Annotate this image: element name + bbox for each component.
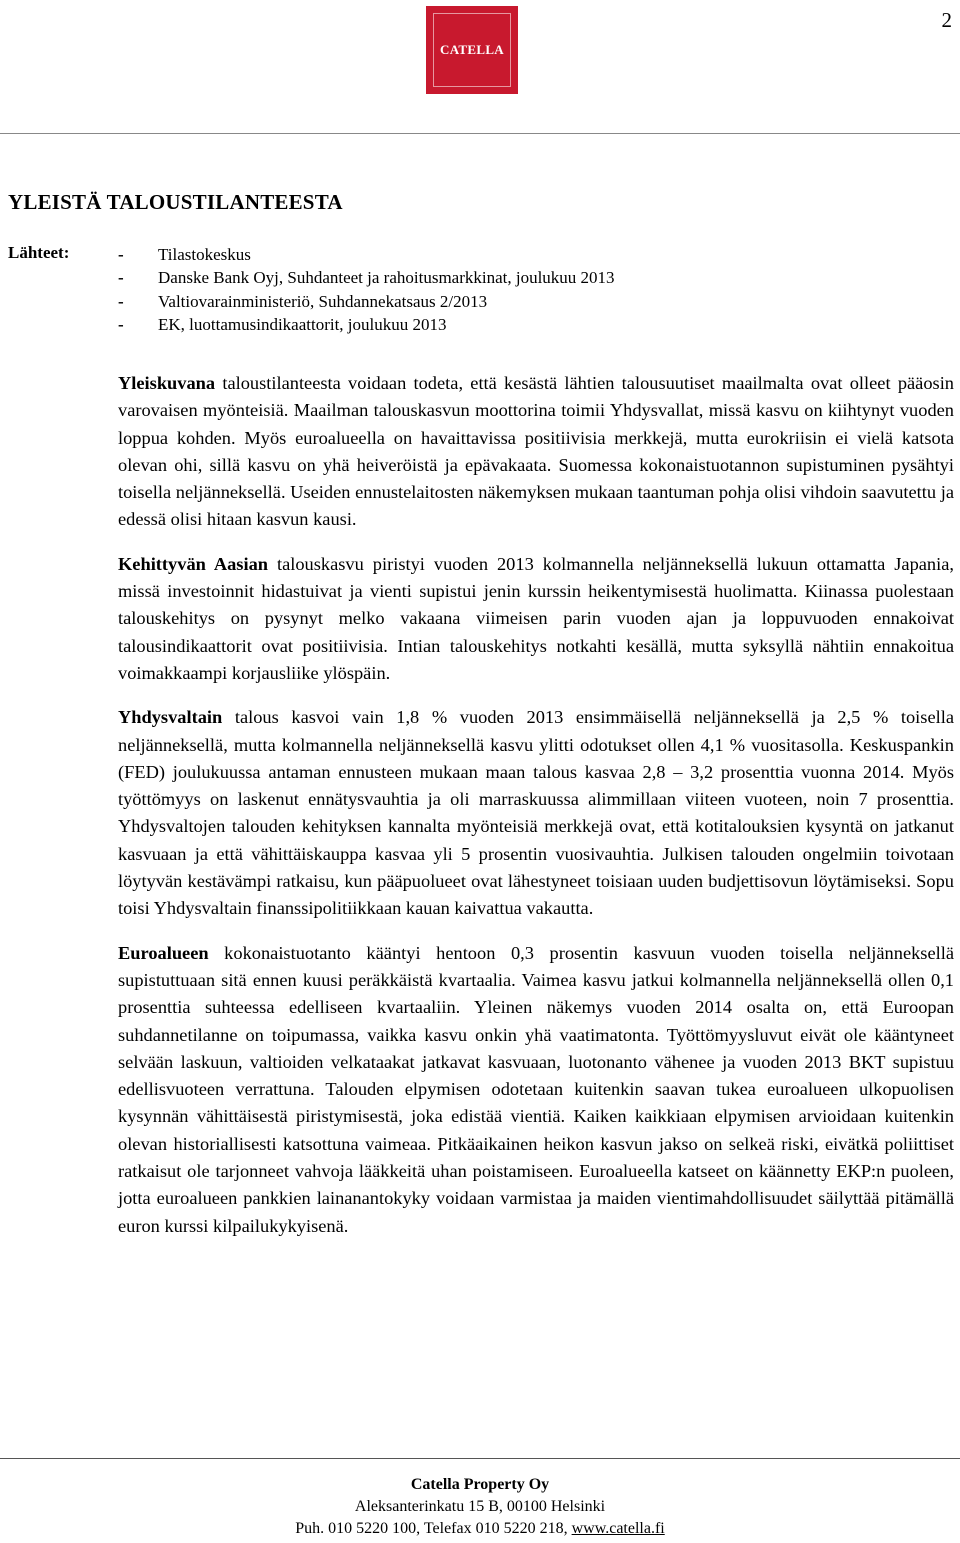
source-text: Danske Bank Oyj, Suhdanteet ja rahoitusmarkkinat, joulukuu 2013 [158, 268, 615, 288]
page-title: YLEISTÄ TALOUSTILANTEESTA [8, 190, 343, 214]
footer-address: Aleksanterinkatu 15 B, 00100 Helsinki [354, 1498, 606, 1515]
footer-phone: Puh. 010 5220 100, Telefax 010 5220 218, [295, 1520, 572, 1537]
paragraph-lead: Kehittyvän Aasian [118, 553, 268, 574]
catella-logo [426, 6, 518, 94]
body-content [118, 370, 954, 1257]
paragraph-overview [118, 370, 954, 534]
footer [0, 1474, 960, 1540]
paragraph-lead: Yhdysvaltain [118, 707, 223, 728]
paragraph-eurozone [118, 940, 954, 1240]
source-item [118, 290, 615, 313]
source-item [118, 313, 615, 336]
source-text: EK, luottamusindikaattorit, joulukuu 2013 [158, 314, 447, 334]
source-item [118, 243, 615, 266]
paragraph-lead: Yleiskuvana [118, 373, 216, 393]
footer-divider [0, 1458, 960, 1459]
logo-frame [433, 13, 511, 87]
sources-label: Lähteet: [8, 243, 70, 262]
footer-contact [0, 1518, 960, 1540]
website-link[interactable]: www.catella.fi [571, 1520, 665, 1537]
logo-text: CATELLA [440, 42, 504, 57]
list-bullet: - [118, 314, 124, 334]
paragraph-asia [118, 551, 954, 687]
paragraph-text: taloustilanteesta voidaan todeta, että kesästä lähtien talousuutiset maailmalta ovat olleet pääosin varovaisen myönteisiä. Maailman talouskasvun moottorina toimii Yhdysvallat, missä kasvu on kiihtynyt vuoden loppua kohden. Myös euroalueella on havaittavissa positiivisia merkkejä, mutta eurokriisin ei vielä katsota olevan ohi, sillä kasvu on yhä heiveröistä ja epävakaata. Suomessa kokonaistuotannon supistuminen pysähtyi toisella neljänneksellä. Useiden ennustelaitosten näkemyksen mukaan taantuman pohja olisi vihdoin saavutettu ja edessä olisi hitaan kasvun kausi. [118, 373, 954, 530]
source-text: Valtiovarainministeriö, Suhdannekatsaus 2/2013 [158, 291, 488, 311]
source-text: Tilastokeskus [158, 245, 251, 264]
footer-company: Catella Property Oy [410, 1476, 550, 1493]
paragraph-text: kokonaistuotanto kääntyi hentoon 0,3 prosentin kasvuun vuoden toisella neljänneksellä supistuttuaan sitä ennen kuusi peräkkäistä kvartaalia. Vaimea kasvu jatkui kolmannella neljänneksellä ollen 0,1 prosenttia suhteessa edelliseen kvartaaliin. Yleinen näkemys vuoden 2014 osalta on, että Euroopan suhdannetilanne on toipumassa, vaikka kasvu onkin yhä vaatimatonta. Työttömyysluvut eivät ole kääntyneet selvään laskuun, valtioiden velkataakat jatkavat kasvuaan, luotonanto vähenee ja vuoden 2013 BKT supistuu edellisvuoteen verrattuna. Talouden elpymisen odotetaan kuitenkin saavan tukea euroalueen ulkopuolisen kysynnän vähittäisestä piristymisestä, joka edistää vientiä. Kaiken kaikkiaan elpymisen arvioidaan kuitenkin olevan historiallisesti katsottuna vaimeaa. Pitkäaikainen heikon kasvun jakso on selkeä riski, eivätkä poliittiset ratkaisut ole tarjonneet vahvoja lääkkeitä uhan poistamiseen. Euroalueella katseet on käännetty EKP:n puoleen, jotta euroalueen pankkien lainanantokyky voidaan varmistaa ja maiden vientimahdollisuudet säilyttää pitämällä euron kurssi kilpailukykyisenä. [118, 942, 954, 1236]
header-divider [0, 133, 960, 134]
page-number: 2 [941, 8, 952, 32]
list-bullet: - [118, 245, 124, 264]
list-bullet: - [118, 268, 124, 288]
source-item [118, 266, 615, 289]
paragraph-text: talouskasvu piristyi vuoden 2013 kolmannella neljänneksellä lukuun ottamatta Japania, missä investoinnit hidastuivat ja vienti supistui jenin kurssin heikentymisestä huolimatta. Kiinassa puolestaan talouskehitys on pysynyt melko vakaana viimeisen parin vuoden ajan ja loppuvuoden ennakoivat talousindikaattorit ovat positiivisia. Intian talouskehitys notkahti kesällä, mutta syksyllä nähtiin ennakoitua voimakkaampi korjausliike ylöspäin. [118, 553, 954, 683]
sources-list [118, 243, 615, 336]
paragraph-usa [118, 704, 954, 922]
list-bullet: - [118, 291, 124, 311]
paragraph-lead: Euroalueen [118, 942, 209, 963]
paragraph-text: talous kasvoi vain 1,8 % vuoden 2013 ensimmäisellä neljänneksellä ja 2,5 % toisella neljänneksellä, mutta kolmannella neljänneksellä kasvu ylitti odotukset ollen 4,1 % vuositasolla. Keskuspankin (FED) joulukuussa antaman ennusteen mukaan maan talous kasvaa 2,8 – 3,2 prosenttia vuonna 2014. Myös työttömyys on laskenut ennätysvauhtia ja oli marraskuussa alimmillaan viiteen vuoteen, noin 7 prosenttia. Yhdysvaltojen talouden kehityksen kannalta myönteisiä merkkejä ovat, että kotitalouksien kysyntä on jatkanut kasvuaan ja että vähittäiskauppa kasvaa yli 5 prosentin vuosivauhtia. Julkisen talouden ongelmiin toivotaan löytyvän kestävämpi ratkaisu, kun pääpuolueet ovat lähestyneet toisiaan uuden budjettisovun löytämiseksi. Sopu toisi Yhdysvaltain finanssipolitiikkaan kauan kaivattua vakautta. [118, 707, 954, 919]
